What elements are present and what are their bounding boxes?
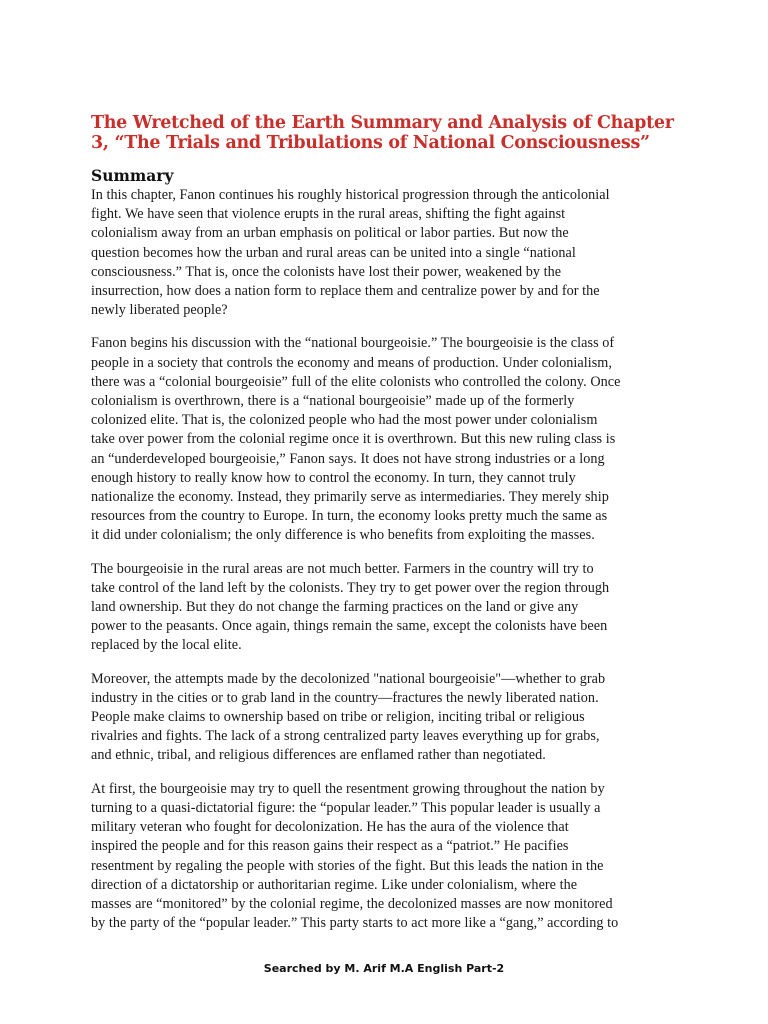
text-line: take over power from the colonial regime once it is overthrown. But this new ruling class is (91, 431, 616, 448)
text-line: People make claims to ownership based on tribe or religion, inciting tribal or religious (91, 709, 585, 726)
paragraph-5 (91, 780, 683, 934)
text-line: rivalries and fights. The lack of a strong centralized party leaves everything up for grabs, (91, 728, 600, 745)
text-line: In this chapter, Fanon continues his roughly historical progression through the anticolonial (91, 187, 610, 203)
document-body (91, 113, 683, 947)
text-line: by the party of the “popular leader.” This party starts to act more like a “gang,” according to (91, 915, 619, 932)
text-line: fight. We have seen that violence erupts in the rural areas, shifting the fight against (91, 206, 566, 223)
text-line: people in a society that controls the economy and means of production. Under colonialism, (91, 354, 612, 371)
section-heading-summary: Summary (91, 166, 174, 185)
text-line: newly liberated people? (91, 302, 228, 319)
text-line: inspired the people and for this reason gains their respect as a “patriot.” He pacifies (91, 838, 569, 855)
paragraph-4 (91, 670, 683, 766)
text-line: industry in the cities or to grab land in the country—fractures the newly liberated nation. (91, 689, 599, 706)
text-line: turning to a quasi-dictatorial figure: the “popular leader.” This popular leader is usually a (91, 799, 601, 816)
text-line: land ownership. But they do not change the farming practices on the land or give any (91, 599, 579, 616)
paragraph-3 (91, 560, 683, 656)
text-line: power to the peasants. Once again, things remain the same, except the colonists have been (91, 618, 608, 635)
text-line: colonized elite. That is, the colonized people who had the most power under colonialism (91, 412, 598, 429)
text-line: military veteran who fought for decolonization. He has the aura of the violence that (91, 819, 569, 836)
paragraph-2 (91, 334, 683, 545)
text-line: direction of a dictatorship or authoritarian regime. Like under colonialism, where the (91, 876, 578, 893)
text-line: Moreover, the attempts made by the decolonized "national bourgeoisie"—whether to grab (91, 670, 606, 687)
paragraph-1 (91, 186, 683, 320)
text-line: it did under colonialism; the only difference is who benefits from exploiting the masses. (91, 527, 595, 544)
text-line: and ethnic, tribal, and religious differences are enflamed rather than negotiated. (91, 747, 546, 764)
text-line: insurrection, how does a nation form to replace them and centralize power by and for the (91, 283, 600, 300)
text-line: colonialism away from an urban emphasis on political or labor parties. But now the (91, 225, 569, 242)
text-line: replaced by the local elite. (91, 637, 242, 654)
text-line: resources from the country to Europe. In turn, the economy looks pretty much the same as (91, 508, 608, 525)
text-line: colonialism is overthrown, there is a “national bourgeoisie” made up of the formerly (91, 393, 575, 410)
text-line: masses are “monitored” by the colonial regime, the decolonized masses are now monitored (91, 895, 613, 912)
text-line: enough history to really know how to control the economy. In turn, they cannot truly (91, 469, 576, 486)
text-line: resentment by regaling the people with stories of the fight. But this leads the nation in the (91, 857, 604, 874)
text-line: At first, the bourgeoisie may try to quell the resentment growing throughout the nation by (91, 780, 605, 797)
text-line: The bourgeoisie in the rural areas are not much better. Farmers in the country will try to (91, 560, 594, 577)
text-line: there was a “colonial bourgeoisie” full of the elite colonists who controlled the colony. Once (91, 373, 621, 390)
text-line: Fanon begins his discussion with the “national bourgeoisie.” The bourgeoisie is the class of (91, 335, 615, 352)
text-line: nationalize the economy. Instead, they primarily serve as intermediaries. They merely ship (91, 489, 609, 506)
text-line: take control of the land left by the colonists. They try to get power over the region through (91, 579, 610, 596)
text-line: consciousness.” That is, once the colonists have lost their power, weakened by the (91, 263, 562, 280)
text-line: question becomes how the urban and rural areas can be united into a single “national (91, 244, 576, 261)
document-title: The Wretched of the Earth Summary and Analysis of Chapter 3, “The Trials and Tribulations of National Consciousness” (91, 113, 674, 153)
text-line: an “underdeveloped bourgeoisie,” Fanon says. It does not have strong industries or a long (91, 450, 605, 467)
page-footer: Searched by M. Arif M.A English Part-2 (263, 962, 505, 975)
